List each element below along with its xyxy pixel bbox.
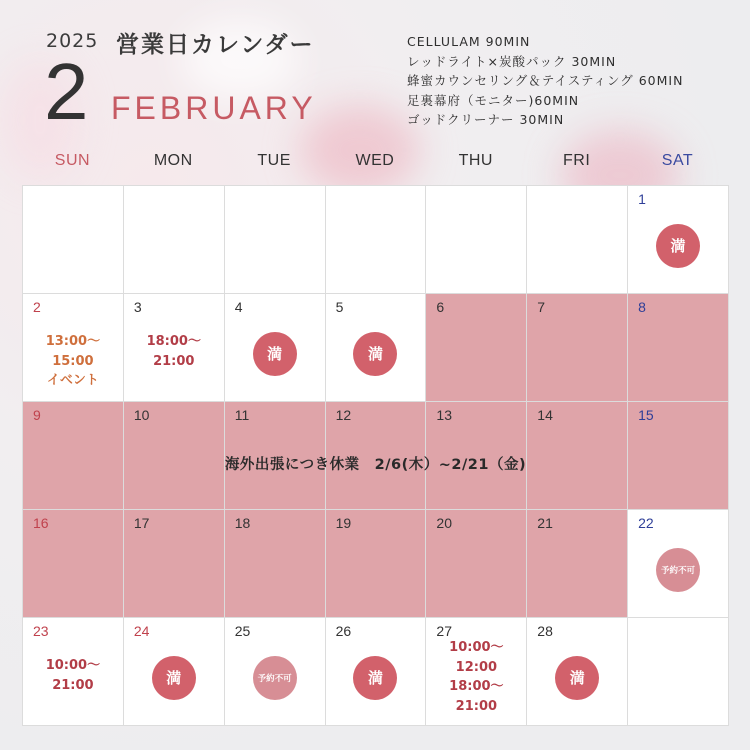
background-heart-blur — [300, 105, 420, 195]
day-number: 2 — [33, 299, 41, 315]
day-number: 18 — [234, 515, 251, 531]
day-number: 3 — [133, 299, 142, 315]
calendar-day-22[interactable] — [628, 510, 728, 617]
calendar-day-3[interactable] — [124, 294, 224, 401]
calendar-day-2[interactable] — [23, 294, 123, 401]
menu-item: ゴッドクリーナー 30MIN — [407, 112, 565, 128]
full-badge: 満 — [555, 656, 599, 700]
day-number: 14 — [537, 407, 553, 423]
calendar-cell-empty — [124, 186, 224, 293]
day-number: 17 — [133, 515, 150, 531]
calendar-day-19-closed — [326, 510, 426, 617]
day-number: 26 — [335, 623, 352, 639]
weekday-fri: FRI — [563, 152, 591, 169]
month-name: FEBRUARY — [111, 90, 317, 126]
day-number: 28 — [537, 623, 553, 639]
full-badge: 満 — [253, 332, 297, 376]
service-menu-list — [407, 32, 683, 130]
day-number: 20 — [436, 515, 452, 531]
calendar-day-28[interactable] — [527, 618, 627, 725]
calendar-day-25[interactable] — [225, 618, 325, 725]
calendar-cell-empty — [326, 186, 426, 293]
calendar-cell-empty — [225, 186, 325, 293]
full-badge: 満 — [656, 224, 700, 268]
day-number: 12 — [335, 407, 352, 423]
menu-item: レッドライト×炭酸パック 30MIN — [407, 53, 617, 69]
day-number: 21 — [537, 515, 553, 531]
full-badge: 満 — [353, 656, 397, 700]
day-number: 1 — [638, 191, 646, 207]
calendar-cell-empty — [426, 186, 526, 293]
page-title: 営業日カレンダー — [116, 32, 315, 58]
weekday-sun: SUN — [54, 152, 91, 169]
day-number: 15 — [638, 407, 654, 423]
calendar-day-24[interactable] — [124, 618, 224, 725]
calendar-day-23[interactable] — [23, 618, 123, 725]
day-number: 27 — [436, 623, 452, 639]
day-number: 7 — [537, 299, 546, 315]
calendar-day-18-closed — [225, 510, 325, 617]
day-number: 8 — [638, 299, 646, 315]
day-number: 25 — [234, 623, 251, 639]
weekday-wed: WED — [355, 152, 395, 169]
full-badge: 満 — [152, 656, 196, 700]
weekday-sat: SAT — [661, 152, 694, 169]
day-hours: 10:00〜 12:00 18:00〜 21:00 — [449, 640, 504, 714]
calendar-day-1[interactable] — [628, 186, 728, 293]
day-number: 16 — [33, 515, 49, 531]
calendar-day-16-closed — [23, 510, 123, 617]
day-hours: 18:00〜 21:00 — [146, 334, 201, 369]
calendar-day-6-closed — [426, 294, 526, 401]
calendar-cell-empty — [23, 186, 123, 293]
closure-notice: 海外出張につき休業 2/6(木）~2/21（金) — [224, 457, 527, 473]
day-number: 11 — [234, 407, 250, 423]
day-hours: 13:00〜 15:00 イベント — [45, 334, 101, 388]
weekday-header — [22, 152, 728, 176]
calendar-day-4[interactable] — [225, 294, 325, 401]
day-number: 19 — [335, 515, 352, 531]
full-badge: 満 — [353, 332, 397, 376]
calendar-cell-empty — [527, 186, 627, 293]
day-number: 6 — [436, 299, 445, 315]
day-number: 10 — [133, 407, 150, 423]
menu-item: 蜂蜜カウンセリング＆テイスティング 60MIN — [407, 73, 684, 89]
day-number: 13 — [436, 407, 452, 423]
calendar-day-7-closed — [527, 294, 627, 401]
year-label: 2025 — [46, 30, 99, 52]
calendar-day-8-closed — [628, 294, 728, 401]
calendar-day-20-closed — [426, 510, 526, 617]
unavailable-badge: 予約不可 — [656, 548, 700, 592]
weekday-thu: THU — [458, 152, 493, 169]
day-hours: 10:00〜 21:00 — [45, 658, 101, 693]
day-number: 9 — [33, 407, 41, 423]
unavailable-badge: 予約不可 — [253, 656, 297, 700]
day-number: 22 — [638, 515, 654, 531]
menu-item: 足裏幕府（モニター)60MIN — [407, 92, 580, 108]
calendar-day-26[interactable] — [326, 618, 426, 725]
day-number: 24 — [133, 623, 150, 639]
weekday-mon: MON — [153, 152, 193, 169]
day-number: 23 — [33, 623, 49, 639]
calendar-day-17-closed — [124, 510, 224, 617]
day-number: 4 — [234, 299, 243, 315]
calendar-day-27[interactable] — [426, 618, 526, 725]
calendar-day-21-closed — [527, 510, 627, 617]
calendar-day-5[interactable] — [326, 294, 426, 401]
day-number: 5 — [335, 299, 344, 315]
calendar-cell-empty — [628, 618, 728, 725]
month-number: 2 — [44, 47, 89, 136]
weekday-tue: TUE — [257, 152, 291, 169]
menu-item: CELLULAM 90MIN — [407, 34, 531, 49]
